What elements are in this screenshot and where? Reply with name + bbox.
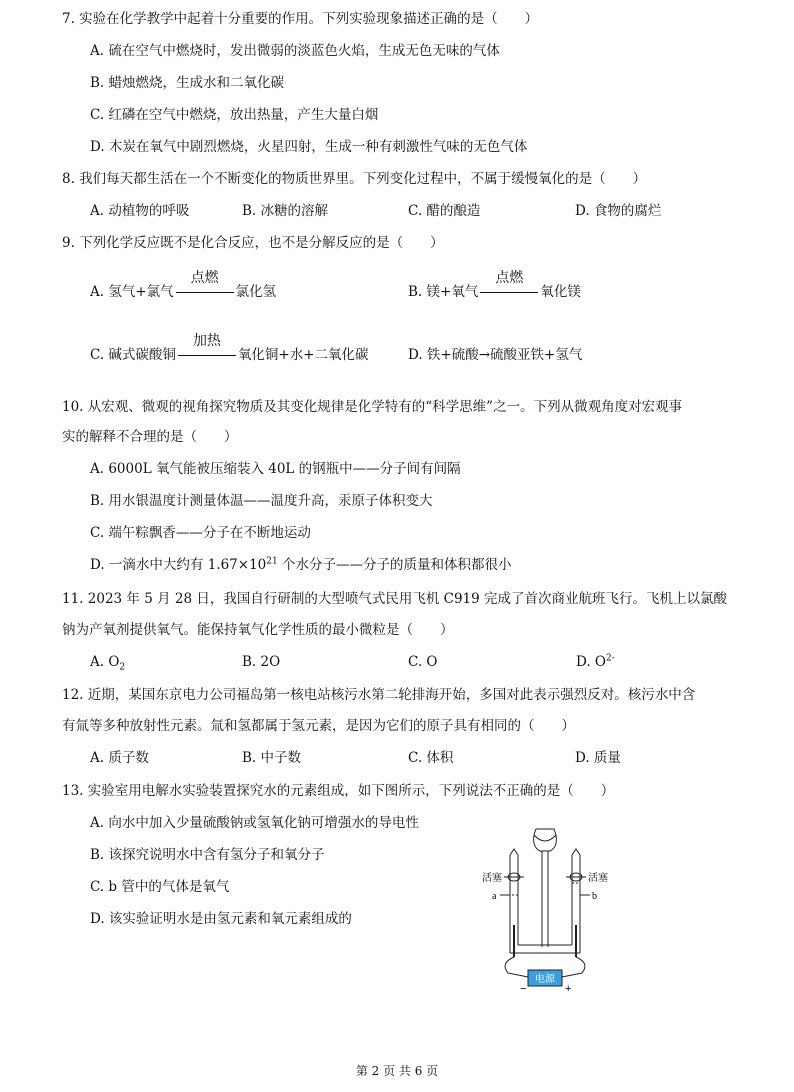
q10-stem-line2: 实的解释不合理的是（ ） — [62, 429, 238, 445]
q8-option-d[interactable]: D. 食物的腐烂 — [575, 203, 662, 219]
q13-stem: 13. 实验室用电解水实验装置探究水的元素组成，如下图所示，下列说法不正确的是（ ） — [62, 783, 615, 799]
subscript: 2 — [119, 662, 126, 673]
q10-d-text: D. 一滴水中大约有 1.67×10 — [90, 557, 267, 573]
q10-option-d[interactable] — [90, 556, 512, 574]
q10-d-text-rest: 个水分子——分子的质量和体积都很小 — [277, 557, 512, 573]
q7-option-b[interactable]: B. 蜡烛燃烧，生成水和二氧化碳 — [90, 75, 285, 91]
tube-a-label: a — [492, 891, 497, 902]
q12-option-b[interactable]: B. 中子数 — [242, 750, 302, 766]
q9-option-b[interactable] — [408, 270, 581, 301]
q9-c-reactants: C. 碱式碳酸铜 — [90, 347, 176, 363]
q9-option-d[interactable]: D. 铁+硫酸→硫酸亚铁+氢气 — [408, 347, 583, 363]
power-label: 电源 — [535, 974, 555, 985]
q9-a-reactants: A. 氢气+氯气 — [90, 284, 174, 300]
q9-a-products: 氯化氢 — [235, 284, 277, 300]
q11-stem-line2: 钠为产氧剂提供氧气。能保持氧气化学性质的最小微粒是（ ） — [62, 622, 454, 638]
funnel-reservoir — [534, 829, 556, 841]
q8-option-b[interactable]: B. 冰糖的溶解 — [242, 203, 329, 219]
reaction-arrow — [176, 270, 234, 301]
q13-option-c[interactable]: C. b 管中的气体是氧气 — [90, 879, 230, 895]
q10-option-b[interactable]: B. 用水银温度计测量体温——温度升高，汞原子体积变大 — [90, 493, 433, 509]
q13-option-a[interactable]: A. 向水中加入少量硫酸钠或氢氧化钠可增强水的导电性 — [90, 815, 419, 831]
plus-terminal-label: + — [565, 983, 572, 995]
q12-option-c[interactable]: C. 体积 — [408, 750, 454, 766]
q9-c-products: 氧化铜+水+二氧化碳 — [237, 347, 369, 363]
q8-option-c[interactable]: C. 醋的酿造 — [408, 203, 481, 219]
q9-stem: 9. 下列化学反应既不是化合反应，也不是分解反应的是（ ） — [62, 235, 444, 251]
q7-stem: 7. 实验在化学教学中起着十分重要的作用。下列实验现象描述正确的是（ ） — [62, 11, 539, 27]
q9-option-c[interactable] — [90, 333, 369, 364]
q10-stem-line1: 10. 从宏观、微观的视角探究物质及其变化规律是化学特有的“科学思维”之一。下列从微观角度对宏观事 — [62, 399, 683, 415]
q12-option-a[interactable]: A. 质子数 — [90, 750, 149, 766]
q7-option-c[interactable]: C. 红磷在空气中燃烧，放出热量，产生大量白烟 — [90, 107, 379, 123]
q11-option-c[interactable]: C. O — [408, 654, 438, 670]
q13-option-b[interactable]: B. 该探究说明水中含有氢分子和氧分子 — [90, 847, 325, 863]
q10-option-c[interactable]: C. 端午粽飘香——分子在不断地运动 — [90, 525, 311, 541]
q11-a-text: A. O — [90, 654, 120, 670]
q11-d-text: D. O — [576, 654, 606, 670]
reaction-condition: 点燃 — [190, 270, 219, 286]
q9-b-products: 氧化镁 — [540, 284, 581, 300]
page-footer: 第 2 页 共 6 页 — [355, 1064, 439, 1078]
q10-option-a[interactable]: A. 6000L 氧气能被压缩装入 40L 的钢瓶中——分子间有间隔 — [90, 461, 461, 477]
q13-option-d[interactable]: D. 该实验证明水是由氢元素和氧元素组成的 — [90, 911, 352, 927]
q8-option-a[interactable]: A. 动植物的呼吸 — [90, 203, 190, 219]
valve-left-label: 活塞 — [482, 873, 502, 884]
electrolysis-apparatus-figure — [470, 825, 620, 1005]
q11-option-d[interactable] — [576, 653, 615, 671]
reaction-arrow — [178, 333, 236, 364]
exponent: 21 — [266, 556, 278, 567]
q7-option-a[interactable]: A. 硫在空气中燃烧时，发出微弱的淡蓝色火焰，生成无色无味的气体 — [90, 43, 500, 59]
q11-option-a[interactable] — [90, 653, 125, 671]
q12-stem-line1: 12. 近期，某国东京电力公司福岛第一核电站核污水第二轮排海开始，多国对此表示强烈反对。核污水中含 — [62, 687, 696, 703]
reaction-arrow — [480, 270, 538, 301]
reaction-condition: 点燃 — [495, 270, 524, 286]
q12-option-d[interactable]: D. 质量 — [575, 750, 621, 766]
minus-terminal-label: − — [520, 983, 527, 995]
q8-stem: 8. 我们每天都生活在一个不断变化的物质世界里。下列变化过程中，不属于缓慢氧化的是（ ） — [62, 171, 647, 187]
q9-option-a[interactable] — [90, 270, 277, 301]
q9-b-reactants: B. 镁+氧气 — [408, 284, 479, 300]
q11-option-b[interactable]: B. 2O — [242, 654, 281, 670]
tube-b-label: b — [592, 891, 597, 902]
q7-option-d[interactable]: D. 木炭在氧气中剧烈燃烧，火星四射，生成一种有刺激性气味的无色气体 — [90, 139, 528, 155]
q12-stem-line2: 有氚等多种放射性元素。氚和氢都属于氢元素，是因为它们的原子具有相同的（ ） — [62, 718, 575, 734]
valve-right-label: 活塞 — [588, 873, 608, 884]
superscript: 2- — [606, 653, 615, 664]
reaction-condition: 加热 — [192, 333, 221, 349]
q11-stem-line1: 11. 2023 年 5 月 28 日，我国自行研制的大型喷气式民用飞机 C919 完成了首次商业航班飞行。飞机上以氯酸 — [62, 591, 728, 607]
